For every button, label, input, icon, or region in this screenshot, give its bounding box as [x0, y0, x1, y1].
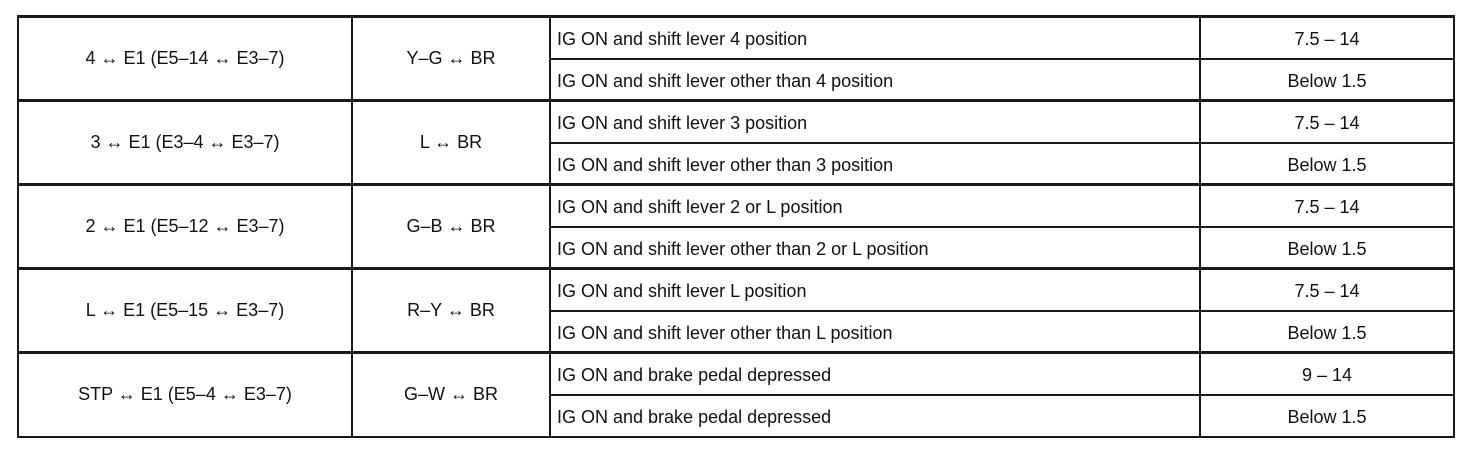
terminal-voltage-table	[17, 15, 1455, 438]
voltage-cell: 7.5 – 14	[1200, 269, 1454, 311]
wire-color-cell: R–Y ↔ BR	[352, 269, 550, 353]
condition-cell: IG ON and shift lever other than L position	[550, 311, 1200, 353]
voltage-cell: Below 1.5	[1200, 59, 1454, 101]
condition-cell: IG ON and brake pedal depressed	[550, 395, 1200, 437]
terminal-cell: 2 ↔ E1 (E5–12 ↔ E3–7)	[18, 185, 352, 269]
condition-cell: IG ON and shift lever L position	[550, 269, 1200, 311]
table-row	[18, 17, 1454, 59]
table-row	[18, 101, 1454, 143]
condition-cell: IG ON and shift lever other than 4 position	[550, 59, 1200, 101]
condition-cell: IG ON and shift lever other than 3 position	[550, 143, 1200, 185]
terminal-cell: 3 ↔ E1 (E3–4 ↔ E3–7)	[18, 101, 352, 185]
voltage-cell: 7.5 – 14	[1200, 185, 1454, 227]
terminal-cell: STP ↔ E1 (E5–4 ↔ E3–7)	[18, 353, 352, 437]
condition-cell: IG ON and shift lever other than 2 or L position	[550, 227, 1200, 269]
terminal-cell: L ↔ E1 (E5–15 ↔ E3–7)	[18, 269, 352, 353]
condition-cell: IG ON and shift lever 2 or L position	[550, 185, 1200, 227]
voltage-cell: Below 1.5	[1200, 311, 1454, 353]
wire-color-cell: L ↔ BR	[352, 101, 550, 185]
condition-cell: IG ON and shift lever 4 position	[550, 17, 1200, 59]
voltage-cell: Below 1.5	[1200, 227, 1454, 269]
wire-color-cell: Y–G ↔ BR	[352, 17, 550, 101]
wire-color-cell: G–W ↔ BR	[352, 353, 550, 437]
voltage-cell: 7.5 – 14	[1200, 101, 1454, 143]
table-row	[18, 269, 1454, 311]
voltage-cell: 9 – 14	[1200, 353, 1454, 395]
terminal-cell: 4 ↔ E1 (E5–14 ↔ E3–7)	[18, 17, 352, 101]
voltage-cell: Below 1.5	[1200, 395, 1454, 437]
condition-cell: IG ON and brake pedal depressed	[550, 353, 1200, 395]
voltage-cell: Below 1.5	[1200, 143, 1454, 185]
table-row	[18, 353, 1454, 395]
table-row	[18, 185, 1454, 227]
condition-cell: IG ON and shift lever 3 position	[550, 101, 1200, 143]
wire-color-cell: G–B ↔ BR	[352, 185, 550, 269]
voltage-cell: 7.5 – 14	[1200, 17, 1454, 59]
